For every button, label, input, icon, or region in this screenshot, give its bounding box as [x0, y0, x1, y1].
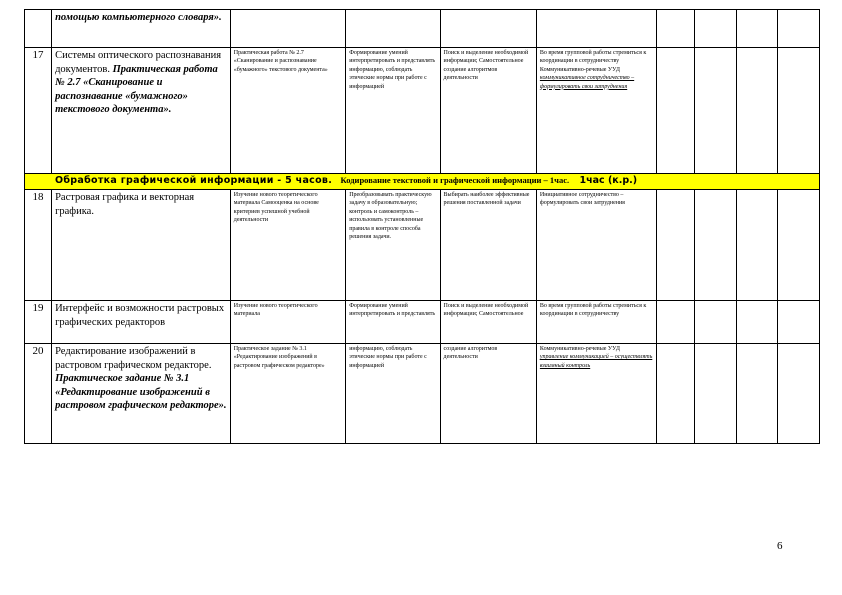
uud-line: Коммуникативно-речевые УУД — [539, 346, 620, 352]
cell-subject-results: Формирование умений интерпретировать и представлять — [346, 301, 440, 344]
cell-subject-results — [346, 10, 440, 48]
empty-cell — [777, 344, 819, 444]
empty-cell — [695, 190, 736, 301]
lesson-topic — [52, 344, 231, 444]
row-number: 20 — [25, 344, 52, 444]
uud-line: коммуникативное сотрудничество – формулировать свои затруднения — [539, 75, 635, 90]
lesson-topic — [52, 48, 231, 174]
table-row — [25, 10, 820, 48]
cell-activity — [230, 10, 345, 48]
cell-communicative-uud — [536, 301, 656, 344]
cell-activity: Практическая работа № 2.7 «Сканирование и распознавание «бумажного» текстового документа» — [230, 48, 345, 174]
cell-communicative-uud — [536, 344, 656, 444]
cell-cognitive-uud — [440, 10, 536, 48]
row-number: 19 — [25, 301, 52, 344]
empty-cell — [736, 301, 777, 344]
cell-cognitive-uud: создание алгоритмов деятельности — [440, 344, 536, 444]
uud-line: Коммуникативно-речевые УУД — [539, 66, 620, 73]
empty-cell — [736, 48, 777, 174]
cell-cognitive-uud: Выбирать наиболее эффективные решения поставленной задачи — [440, 190, 536, 301]
lesson-topic-title: Системы оптического распознавания документов. — [55, 50, 222, 75]
empty-cell — [736, 190, 777, 301]
table-row — [25, 190, 820, 301]
empty-cell — [736, 10, 777, 48]
row-number: 17 — [25, 48, 52, 174]
lesson-topic — [52, 10, 231, 48]
section-band — [25, 174, 820, 190]
uud-line: Во время групповой работы стремиться к координации в сотрудничеству — [539, 50, 647, 65]
lesson-topic-title: Редактирование изображений в растровом графическом редакторе. — [55, 346, 212, 371]
page-number: 6 — [777, 540, 783, 552]
table-row — [25, 344, 820, 444]
row-number — [25, 10, 52, 48]
table-row — [25, 48, 820, 174]
lesson-topic-italic: помощью компьютерного словаря». — [55, 12, 222, 23]
cell-subject-results: информацию, соблюдать этические нормы при работе с информацией — [346, 344, 440, 444]
lesson-topic-italic: Практическое задание № 3.1 «Редактирование изображений в растровом графическом редакторе». — [55, 373, 227, 411]
empty-cell — [695, 344, 736, 444]
cell-activity: Изучение нового теоретического материала — [230, 301, 345, 344]
section-control-work: 1час (к.р.) — [579, 175, 638, 186]
cell-cognitive-uud: Поиск и выделение необходимой информации; Самостоятельное — [440, 301, 536, 344]
empty-cell — [695, 10, 736, 48]
cell-communicative-uud — [536, 10, 656, 48]
uud-line: управление коммуникацией – осуществлять взаимный контроль — [539, 354, 653, 369]
cell-cognitive-uud: Поиск и выделение необходимой информации; Самостоятельное создание алгоритмов деятельности — [440, 48, 536, 174]
empty-cell — [657, 10, 695, 48]
uud-line: Инициативное сотрудничество – формулировать свои затруднения — [539, 192, 625, 207]
empty-cell — [695, 48, 736, 174]
empty-cell — [695, 301, 736, 344]
cell-communicative-uud — [536, 48, 656, 174]
row-number: 18 — [25, 190, 52, 301]
section-title: Обработка графической информации - 5 часов. — [55, 175, 333, 186]
cell-subject-results: Преобразовывать практическую задачу в образовательную; контроль и самоконтроль – использовать установленные правила в контроле способа решения задачи. — [346, 190, 440, 301]
table-row — [25, 301, 820, 344]
lesson-topic — [52, 301, 231, 344]
lesson-topic-title: Растровая графика и векторная графика. — [55, 192, 195, 217]
cell-communicative-uud — [536, 190, 656, 301]
empty-cell — [777, 48, 819, 174]
empty-cell — [657, 48, 695, 174]
uud-line: Во время групповой работы стремиться к координации в сотрудничеству — [539, 303, 647, 318]
section-subtitle: Кодирование текстовой и графической информации – 1час. — [340, 175, 570, 185]
lesson-topic-italic: Практическая работа № 2.7 «Сканирование и распознавание «бумажного» текстового документа». — [55, 63, 218, 115]
section-band-cell — [25, 174, 820, 190]
cell-subject-results: Формирование умений интерпретировать и представлять информацию, соблюдать этические нормы при работе с информацией — [346, 48, 440, 174]
empty-cell — [777, 190, 819, 301]
empty-cell — [736, 344, 777, 444]
empty-cell — [657, 344, 695, 444]
lesson-topic-title: Интерфейс и возможности растровых графических редакторов — [55, 303, 225, 328]
empty-cell — [657, 190, 695, 301]
cell-activity: Практическое задание № 3.1 «Редактирование изображений в растровом графическом редакторе» — [230, 344, 345, 444]
empty-cell — [777, 301, 819, 344]
empty-cell — [657, 301, 695, 344]
empty-cell — [777, 10, 819, 48]
cell-activity: Изучение нового теоретического материала Самооценка на основе критериев успешной учебной деятельности — [230, 190, 345, 301]
lesson-plan-table — [24, 9, 820, 444]
lesson-topic — [52, 190, 231, 301]
